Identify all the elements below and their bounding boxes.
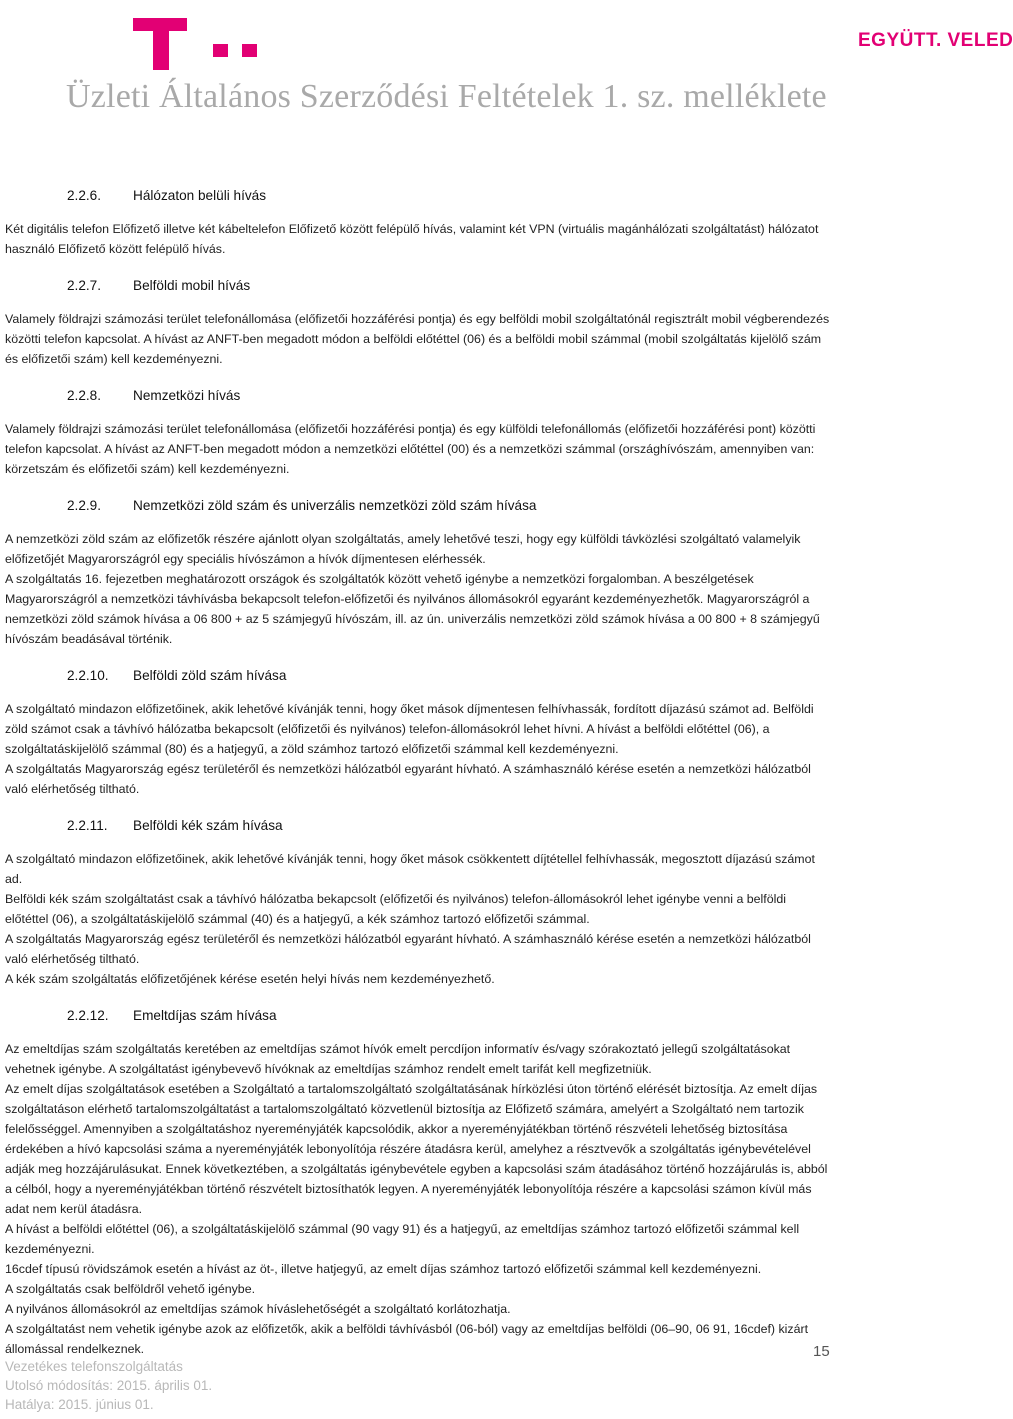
paragraph: Az emelt díjas szolgáltatások esetében a Szolgáltató a tartalomszolgáltató szolgáltatásának hírközlési úton történő elérését biztosítja. Az emelt díjas szolgáltatáson elérhető tartalomszolgáltatást a tartalomszolgáltató közvetlenül biztosítja az Előfizető számára, amelyért a Szolgáltató nem tartozik felelősséggel. Amennyiben a szolgáltatáshoz nyereményjáték kapcsolódik, akkor a nyereményjátékban történő részvételi lehetőség biztosítása érdekében a hívó kapcsolási száma a nyereményjáték lebonyolítója részére átadásra kerül, amelyhez a résztvevők a szolgáltatás igénybevételével adják meg hozzájárulásukat. Ennek következtében, a szolgáltatás igénybevétele egyben a kapcsolási szám átadásához történő hozzájárulás is, abból a célból, hogy a nyereményjátékban történő részvételt biztosíthatók legyen. A nyereményjáték lebonyolítója részére a kapcsolási számon kívül más adat nem kerül átadásra.: [5, 1082, 828, 1216]
section-number: 2.2.7.: [67, 278, 102, 293]
section-heading-2-2-6: [5, 186, 830, 206]
paragraph: A szolgáltató mindazon előfizetőinek, akik lehetővé kívánják tenni, hogy őket mások csökkentett díjtétellel felhívhassák, megosztott díjazású számot ad.: [5, 852, 815, 886]
paragraph: A szolgáltatás 16. fejezetben meghatározott országok és szolgáltatók között vehető igénybe a nemzetközi forgalomban. A beszélgetések Magyarországról a nemzetközi távhívásba bekapcsolt telefon-előfizetői és nyilvános állomásokról egyaránt kezdeményezhetők. Magyarországról a nemzetközi zöld számok hívása a 06 800 + az 5 számjegyű hívószám, ill. az ún. univerzális nemzetközi zöld számok hívása a 00 800 + 8 számjegyű hívószám beadásával történik.: [5, 572, 820, 646]
paragraph: Belföldi kék szám szolgáltatást csak a távhívó hálózatba bekapcsolt (előfizetői és nyilvános) telefon-állomásokról lehet igénybe venni a belföldi előtéttel (06), a szolgáltatáskijelölő számmal (40) és a hatjegyű, a kék számhoz tartozó előfizetői számmal.: [5, 892, 787, 926]
spacer: [5, 406, 830, 419]
paragraph: A szolgáltatás csak belföldről vehető igénybe.: [5, 1282, 256, 1296]
paragraph: A kék szám szolgáltatás előfizetőjének kérése esetén helyi hívás nem kezdeményezhető.: [5, 972, 495, 986]
paragraph: Két digitális telefon Előfizető illetve két kábeltelefon Előfizető között felépülő hívás, valamint két VPN (virtuális magánhálózati szolgáltatást) hálózatot használó Előfizető között felépülő hívás.: [5, 222, 819, 256]
spacer: [5, 206, 830, 219]
section-number: 2.2.8.: [67, 388, 102, 403]
section-heading-2-2-9: [5, 496, 830, 516]
footer-service-name: Vezetékes telefonszolgáltatás: [5, 1359, 183, 1374]
page-footer: [5, 1357, 212, 1414]
section-number: 2.2.12.: [67, 1008, 109, 1023]
section-heading-2-2-11: [5, 816, 830, 836]
spacer: [5, 259, 830, 276]
spacer: [5, 516, 830, 529]
spacer: [5, 799, 830, 816]
section-title: Hálózaton belüli hívás: [133, 188, 266, 203]
section-heading-2-2-10: [5, 666, 830, 686]
paragraph: A nemzetközi zöld szám az előfizetők részére ajánlott olyan szolgáltatás, amely lehetővé teszi, hogy egy külföldi távközlési szolgáltató valamelyik előfizetőjét Magyarországról egy speciális hívószámon a hívók díjmentesen elérhessék.: [5, 532, 801, 566]
document-title: Üzleti Általános Szerződési Feltételek 1. sz. melléklete: [66, 78, 827, 115]
section-title: Emeltdíjas szám hívása: [133, 1008, 277, 1023]
section-number: 2.2.10.: [67, 668, 109, 683]
paragraph: A szolgáltatás Magyarország egész területéről és nemzetközi hálózatból egyaránt hívható. A számhasználó kérése esetén a nemzetközi hálózatból való elérhetőség tiltható.: [5, 932, 811, 966]
spacer: [5, 479, 830, 496]
footer-effective-date: Hatálya: 2015. június 01.: [5, 1397, 154, 1412]
spacer: [5, 836, 830, 849]
footer-last-modified: Utolsó módosítás: 2015. április 01.: [5, 1378, 213, 1393]
document-body: [5, 186, 830, 1359]
spacer: [5, 686, 830, 699]
spacer: [5, 369, 830, 386]
spacer: [5, 1026, 830, 1039]
section-number: 2.2.6.: [67, 188, 102, 203]
section-number: 2.2.11.: [67, 818, 108, 833]
section-title: Belföldi mobil hívás: [133, 278, 251, 293]
section-title: Nemzetközi zöld szám és univerzális nemzetközi zöld szám hívása: [133, 498, 537, 513]
logo-t-right-square: [175, 18, 187, 31]
section-heading-2-2-8: [5, 386, 830, 406]
paragraph: A szolgáltató mindazon előfizetőinek, akik lehetővé kívánják tenni, hogy őket mások díjmentesen felhívhassák, fordított díjazású számot ad. Belföldi zöld számot csak a távhívó hálózatba bekapcsolt (előfizetői és nyilvános) telefon-állomásokról lehet hívni. A hívást a belföldi előtéttel (06), a szolgáltatáskijelölő számmal (80) és a hatjegyű, a zöld számhoz tartozó előfizetői számmal kell kezdeményezni.: [5, 702, 814, 756]
section-title: Belföldi kék szám hívása: [133, 818, 283, 833]
paragraph: Valamely földrajzi számozási terület telefonállomása (előfizetői hozzáférési pontja) és egy külföldi telefonállomás (előfizetői hozzáférési pont) közötti telefon kapcsolat. A hívást az ANFT-ben megadott módon a nemzetközi előtéttel (00) és a nemzetközi számmal (országhívószám, amennyiben van: körzetszám és előfizetői szám) kell kezdeményezni.: [5, 422, 816, 476]
section-heading-2-2-12: [5, 1006, 830, 1026]
paragraph: 16cdef típusú rövidszámok esetén a hívást az öt-, illetve hatjegyű, az emelt díjas számhoz tartozó előfizetői számmal kell kezdeményezni.: [5, 1262, 762, 1276]
paragraph: A szolgáltatást nem vehetik igénybe azok az előfizetők, akik a belföldi távhívásból (06-ból) vagy az emeltdíjas belföldi (06–90, 06 91, 16cdef) kizárt állomással rendelkeznek.: [5, 1322, 809, 1356]
brand-tagline: EGYÜTT. VELED: [858, 30, 1013, 51]
page-number: 15: [813, 1343, 830, 1360]
spacer: [5, 989, 830, 1006]
paragraph: A nyilvános állomásokról az emeltdíjas számok híváslehetőségét a szolgáltató korlátozhatja.: [5, 1302, 511, 1316]
paragraph: A szolgáltatás Magyarország egész területéről és nemzetközi hálózatból egyaránt hívható. A számhasználó kérése esetén a nemzetközi hálózatból való elérhetőség tiltható.: [5, 762, 811, 796]
section-title: Belföldi zöld szám hívása: [133, 668, 287, 683]
telekom-t-logo-icon: [135, 8, 260, 68]
spacer: [5, 649, 830, 666]
section-heading-2-2-7: [5, 276, 830, 296]
logo-digit-square-2: [242, 44, 257, 57]
logo-digit-square-1: [213, 44, 228, 57]
paragraph: A hívást a belföldi előtéttel (06), a szolgáltatáskijelölő számmal (90 vagy 91) és a hatjegyű, az emeltdíjas számhoz tartozó előfizetői számmal kell kezdeményezni.: [5, 1222, 800, 1256]
section-title: Nemzetközi hívás: [133, 388, 241, 403]
spacer: [5, 296, 830, 309]
paragraph: Valamely földrajzi számozási terület telefonállomása (előfizetői hozzáférési pontja) és egy belföldi mobil szolgáltatónál regisztrált mobil végberendezés közötti telefon kapcsolat. A hívást az ANFT-ben megadott módon a belföldi előtéttel (06) és a belföldi mobil számmal (mobil szolgáltatás kijelölő szám és előfizetői szám) kell kezdeményezni.: [5, 312, 830, 366]
paragraph: Az emeltdíjas szám szolgáltatás keretében az emeltdíjas számot hívók emelt percdíjon informatív és/vagy szórakoztató jellegű szolgáltatásokat vehetnek igénybe. A szolgáltatást igénybevevő hívóknak az emeltdíjas számhoz rendelt emelt tarifát kell megfizetniük.: [5, 1042, 791, 1076]
logo-t-stem: [153, 18, 169, 70]
logo-t-left-square: [133, 18, 145, 31]
section-number: 2.2.9.: [67, 498, 102, 513]
